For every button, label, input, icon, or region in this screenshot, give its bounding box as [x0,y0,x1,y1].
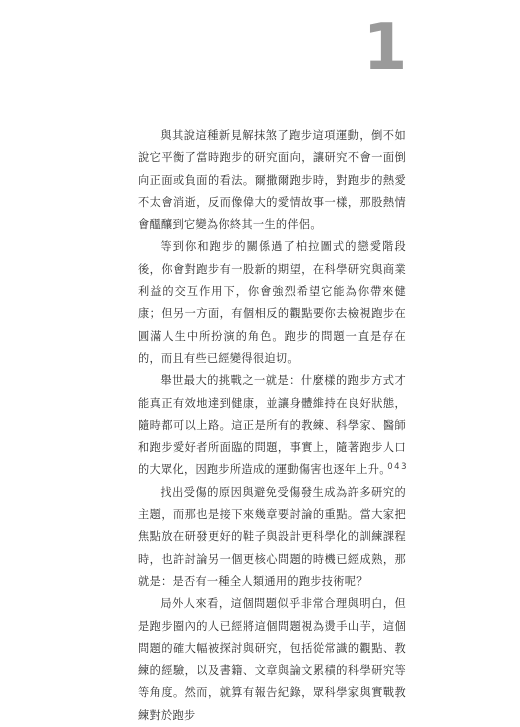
body-text [138,125,406,727]
page-number: 043 [387,462,408,472]
paragraph-4: 找出受傷的原因與避免受傷發生成為許多研究的主題，而那也是接下來幾章要討論的重點。當大家把焦點放在研發更好的鞋子與設計更科學化的訓練課程時，也許討論另一個更核心問題的時機已經成熟，那就是：是否有一種全人類通用的跑步技術呢？ [138,485,406,588]
paragraph-1: 與其說這種新見解抹煞了跑步這項運動，倒不如說它平衡了當時跑步的研究面向，讓研究不會一面倒向正面或負面的看法。爾撒爾跑步時，對跑步的熱愛不太會消逝，反而像偉大的愛情故事一樣，那股熱情會醞釀到它變為你終其一生的伴侶。 [138,129,406,232]
paragraph-2: 等到你和跑步的關係過了柏拉圖式的戀愛階段後，你會對跑步有一股新的期望，在科學研究與商業利益的交互作用下，你會強烈希望它能為你帶來健康；但另一方面，有個相反的觀點要你去檢視跑步在圓滿人生中所扮演的角色。跑步的問題一直是存在的，而且有些已經變得很迫切。 [138,240,406,365]
chapter-number: 1 [362,11,408,85]
paragraph-3: 舉世最大的挑戰之一就是：什麼樣的跑步方式才能真正有效地達到健康，並讓身體維持在良好狀態，隨時都可以上路。這正是所有的教練、科學家、醫師和跑步愛好者所面臨的問題，事實上，隨著跑步人口的大眾化，因跑步所造成的運動傷害也逐年上升。 [138,374,406,477]
paragraph-5: 局外人來看，這個問題似乎非常合理與明白，但是跑步圈內的人已經將這個問題視為燙手山芋，這個問題的確大幅被探討與研究，包括從常識的觀點、教練的經驗，以及書籍、文章與論文累積的科學研究等等角度。然而，就算有報告紀錄，眾科學家與實戰教練對於跑步 [138,597,406,722]
